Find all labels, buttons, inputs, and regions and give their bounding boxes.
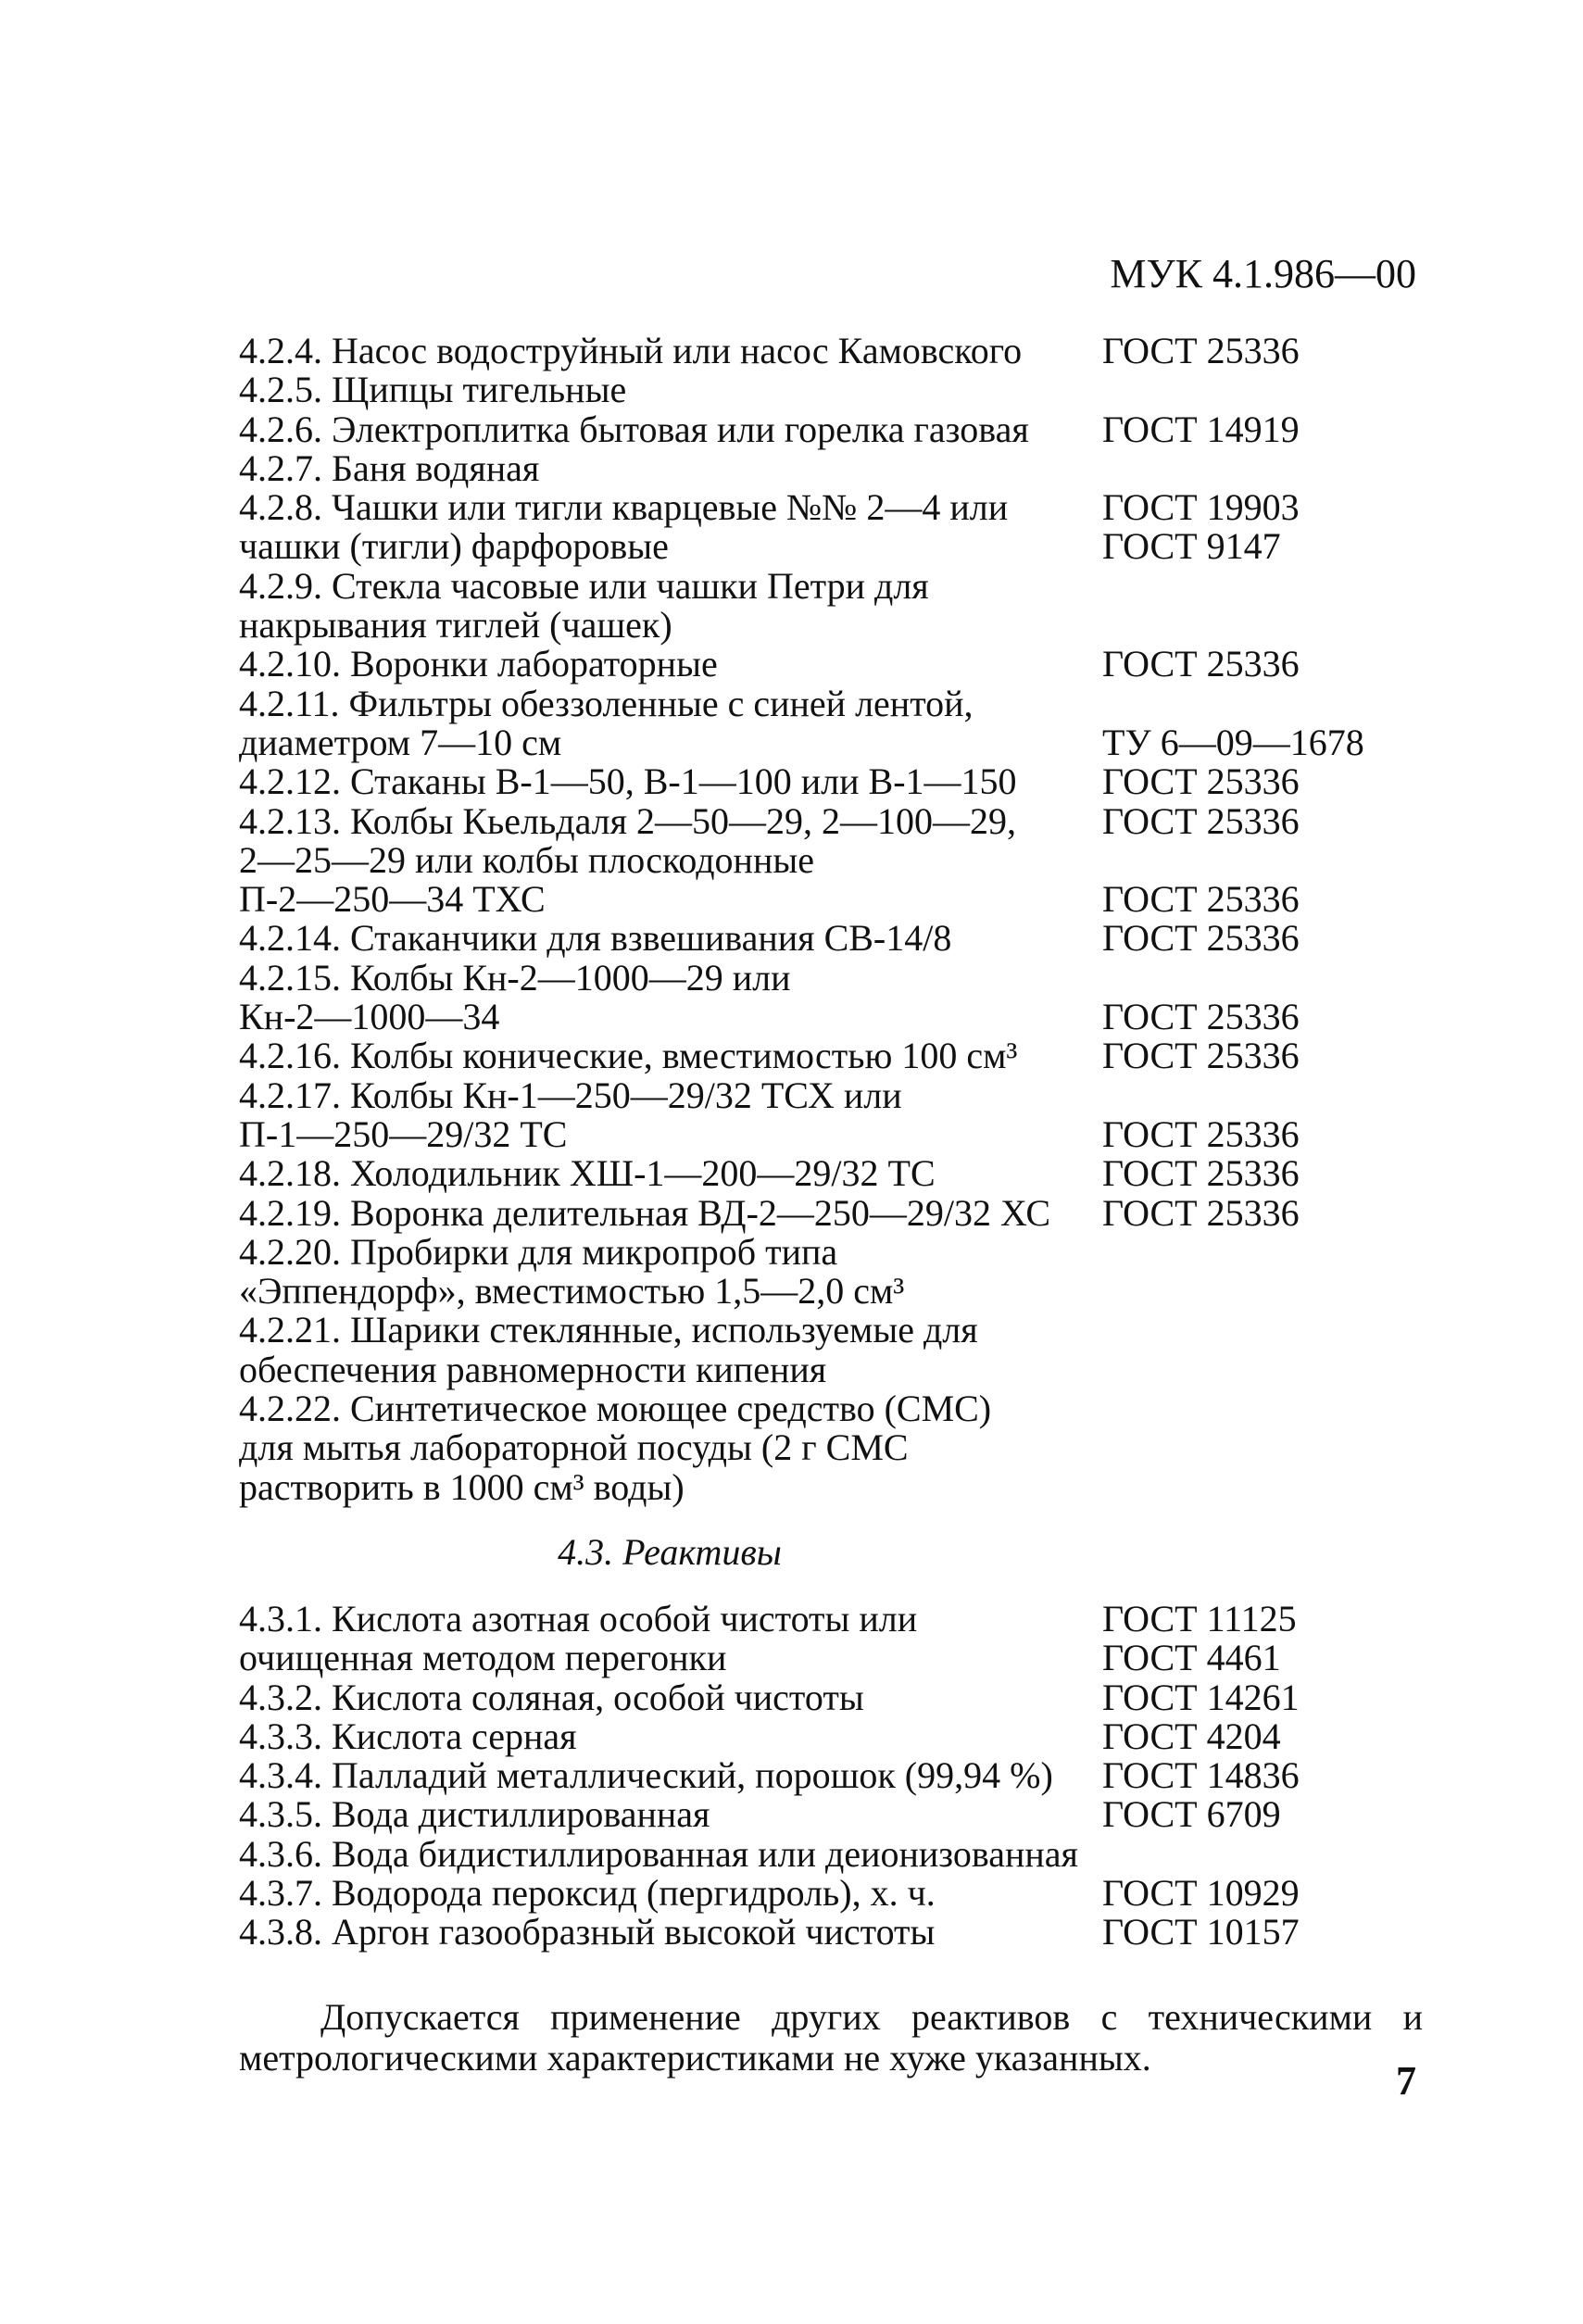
- item-description: Кн-2—1000—34: [239, 996, 500, 1038]
- list-item: [239, 446, 1425, 489]
- reagents-list: [239, 1597, 1425, 1953]
- item-description: 4.3.4. Палладий металлический, порошок (99,94 %): [239, 1754, 1053, 1797]
- item-description: 4.2.15. Колбы Кн-2—1000—29 или: [239, 956, 791, 999]
- list-item: [239, 1191, 1425, 1234]
- section-title-reagents: 4.3. Реактивы: [558, 1530, 782, 1573]
- item-description: 4.2.9. Стекла часовые или чашки Петри для: [239, 564, 929, 607]
- item-standard: ГОСТ 4204: [1102, 1715, 1281, 1757]
- list-item: [239, 1311, 1425, 1350]
- item-standard: ГОСТ 25336: [1102, 1191, 1300, 1234]
- item-description: 4.3.3. Кислота серная: [239, 1715, 577, 1757]
- item-standard: ГОСТ 6709: [1102, 1793, 1281, 1836]
- item-description: 4.2.18. Холодильник ХШ-1—200—29/32 ТС: [239, 1152, 936, 1195]
- list-item: [239, 1272, 1425, 1311]
- list-item: [239, 410, 1425, 449]
- page-content: [239, 332, 1425, 2079]
- list-item: [239, 1036, 1425, 1075]
- item-standard: ГОСТ 25336: [1102, 996, 1300, 1038]
- list-item: [239, 682, 1425, 724]
- item-standard: ГОСТ 25336: [1102, 1035, 1300, 1077]
- item-standard: ГОСТ 4461: [1102, 1637, 1281, 1679]
- list-item: [239, 1871, 1425, 1914]
- item-description: накрывания тиглей (чашек): [239, 604, 672, 647]
- list-item: [239, 919, 1425, 958]
- list-item: [239, 762, 1425, 801]
- item-description: 4.2.6. Электроплитка бытовая или горелка газовая: [239, 408, 1029, 450]
- item-standard: ГОСТ 9147: [1102, 525, 1281, 568]
- list-item: [239, 1076, 1425, 1115]
- list-item: [239, 956, 1425, 999]
- item-description: 4.3.7. Водорода пероксид (пергидроль), х. ч.: [239, 1871, 936, 1914]
- item-description: чашки (тигли) фарфоровые: [239, 525, 669, 568]
- list-item: [239, 799, 1425, 842]
- item-standard: ГОСТ 25336: [1102, 1112, 1300, 1155]
- list-item: [239, 606, 1425, 645]
- item-description: 4.2.5. Щипцы тигельные: [239, 369, 627, 411]
- list-item: [239, 332, 1425, 371]
- item-description: растворить в 1000 см³ воды): [239, 1465, 685, 1508]
- item-description: 4.2.17. Колбы Кн-1—250—29/32 ТСХ или: [239, 1074, 902, 1116]
- item-description: диаметром 7—10 см: [239, 721, 562, 763]
- item-standard: ГОСТ 25336: [1102, 1152, 1300, 1195]
- item-standard: ГОСТ 19903: [1102, 486, 1300, 529]
- list-item: [239, 488, 1425, 527]
- list-item: [239, 1832, 1425, 1875]
- list-item: [239, 838, 1425, 881]
- list-item: [239, 1913, 1425, 1952]
- list-item: [239, 527, 1425, 566]
- item-description: П-2—250—34 ТХС: [239, 878, 546, 921]
- item-description: 4.2.8. Чашки или тигли кварцевые №№ 2—4 или: [239, 486, 1009, 529]
- item-description: 4.3.5. Вода дистиллированная: [239, 1793, 710, 1836]
- list-item: [239, 1389, 1425, 1428]
- item-description: 4.2.20. Пробирки для микропроб типа: [239, 1230, 838, 1273]
- list-item: [239, 1639, 1425, 1677]
- item-standard: ГОСТ 10929: [1102, 1871, 1300, 1914]
- item-standard: ГОСТ 25336: [1102, 760, 1300, 803]
- list-item: [239, 1756, 1425, 1795]
- item-standard: ГОСТ 11125: [1102, 1597, 1297, 1639]
- list-item: [239, 1795, 1425, 1834]
- list-item: [239, 1597, 1425, 1639]
- list-item: [239, 1350, 1425, 1389]
- item-description: 4.2.10. Воронки лабораторные: [239, 643, 718, 685]
- list-item: [239, 1154, 1425, 1193]
- page-number: 7: [1396, 2058, 1416, 2104]
- item-standard: ГОСТ 10157: [1102, 1911, 1300, 1953]
- document-code-header: МУК 4.1.986—00: [1110, 251, 1416, 296]
- item-description: П-1—250—29/32 ТС: [239, 1112, 568, 1155]
- list-item: [239, 564, 1425, 607]
- list-item: [239, 1717, 1425, 1756]
- item-description: 4.2.19. Воронка делительная ВД-2—250—29/32 ХС: [239, 1191, 1051, 1234]
- list-item: [239, 998, 1425, 1036]
- item-description: для мытья лабораторной посуды (2 г СМС: [239, 1426, 909, 1469]
- item-standard: ГОСТ 25336: [1102, 799, 1300, 842]
- item-description: 4.2.16. Колбы конические, вместимостью 100 см³: [239, 1035, 1018, 1077]
- item-description: очищенная методом перегонки: [239, 1637, 727, 1679]
- item-standard: ГОСТ 25336: [1102, 643, 1300, 685]
- item-standard: ГОСТ 25336: [1102, 330, 1300, 371]
- list-item: [239, 1230, 1425, 1273]
- item-standard: ГОСТ 14919: [1102, 408, 1300, 450]
- item-standard: ГОСТ 14261: [1102, 1676, 1300, 1718]
- item-description: 4.3.8. Аргон газообразный высокой чистоты: [239, 1911, 936, 1953]
- list-item: [239, 371, 1425, 409]
- equipment-list: [239, 332, 1425, 1507]
- item-standard: ГОСТ 25336: [1102, 917, 1300, 960]
- list-item: [239, 1678, 1425, 1717]
- list-item: [239, 1465, 1425, 1508]
- item-description: 4.2.21. Шарики стеклянные, используемые для: [239, 1309, 978, 1351]
- note-paragraph: Допускается применение других реактивов с техническими и метрологическими характеристиками не хуже указанных.: [239, 1995, 1423, 2079]
- list-item: [239, 1428, 1425, 1467]
- item-standard: ТУ 6—09—1678: [1102, 721, 1364, 763]
- item-description: обеспечения равномерности кипения: [239, 1348, 827, 1390]
- item-description: 4.2.13. Колбы Кьельдаля 2—50—29, 2—100—29,: [239, 799, 1017, 842]
- list-item: [239, 880, 1425, 919]
- list-item: [239, 1112, 1425, 1155]
- item-description: 4.2.11. Фильтры обеззоленные с синей лентой,: [239, 682, 974, 724]
- list-item: [239, 723, 1425, 762]
- item-description: 4.2.4. Насос водоструйный или насос Камовского: [239, 330, 1023, 371]
- item-standard: ГОСТ 25336: [1102, 878, 1300, 921]
- item-description: 4.3.1. Кислота азотная особой чистоты или: [239, 1597, 918, 1639]
- item-description: 4.2.7. Баня водяная: [239, 446, 540, 489]
- item-description: 2—25—29 или колбы плоскодонные: [239, 838, 814, 881]
- item-description: 4.3.2. Кислота соляная, особой чистоты: [239, 1676, 864, 1718]
- item-description: «Эппендорф», вместимостью 1,5—2,0 см³: [239, 1270, 905, 1313]
- item-description: 4.2.22. Синтетическое моющее средство (СМС): [239, 1388, 992, 1430]
- item-standard: ГОСТ 14836: [1102, 1754, 1300, 1797]
- list-item: [239, 645, 1425, 684]
- item-description: 4.2.12. Стаканы В-1—50, В-1—100 или В-1—150: [239, 760, 1017, 803]
- item-description: 4.2.14. Стаканчики для взвешивания СВ-14/8: [239, 917, 952, 960]
- item-description: 4.3.6. Вода бидистиллированная или деионизованная: [239, 1832, 1078, 1875]
